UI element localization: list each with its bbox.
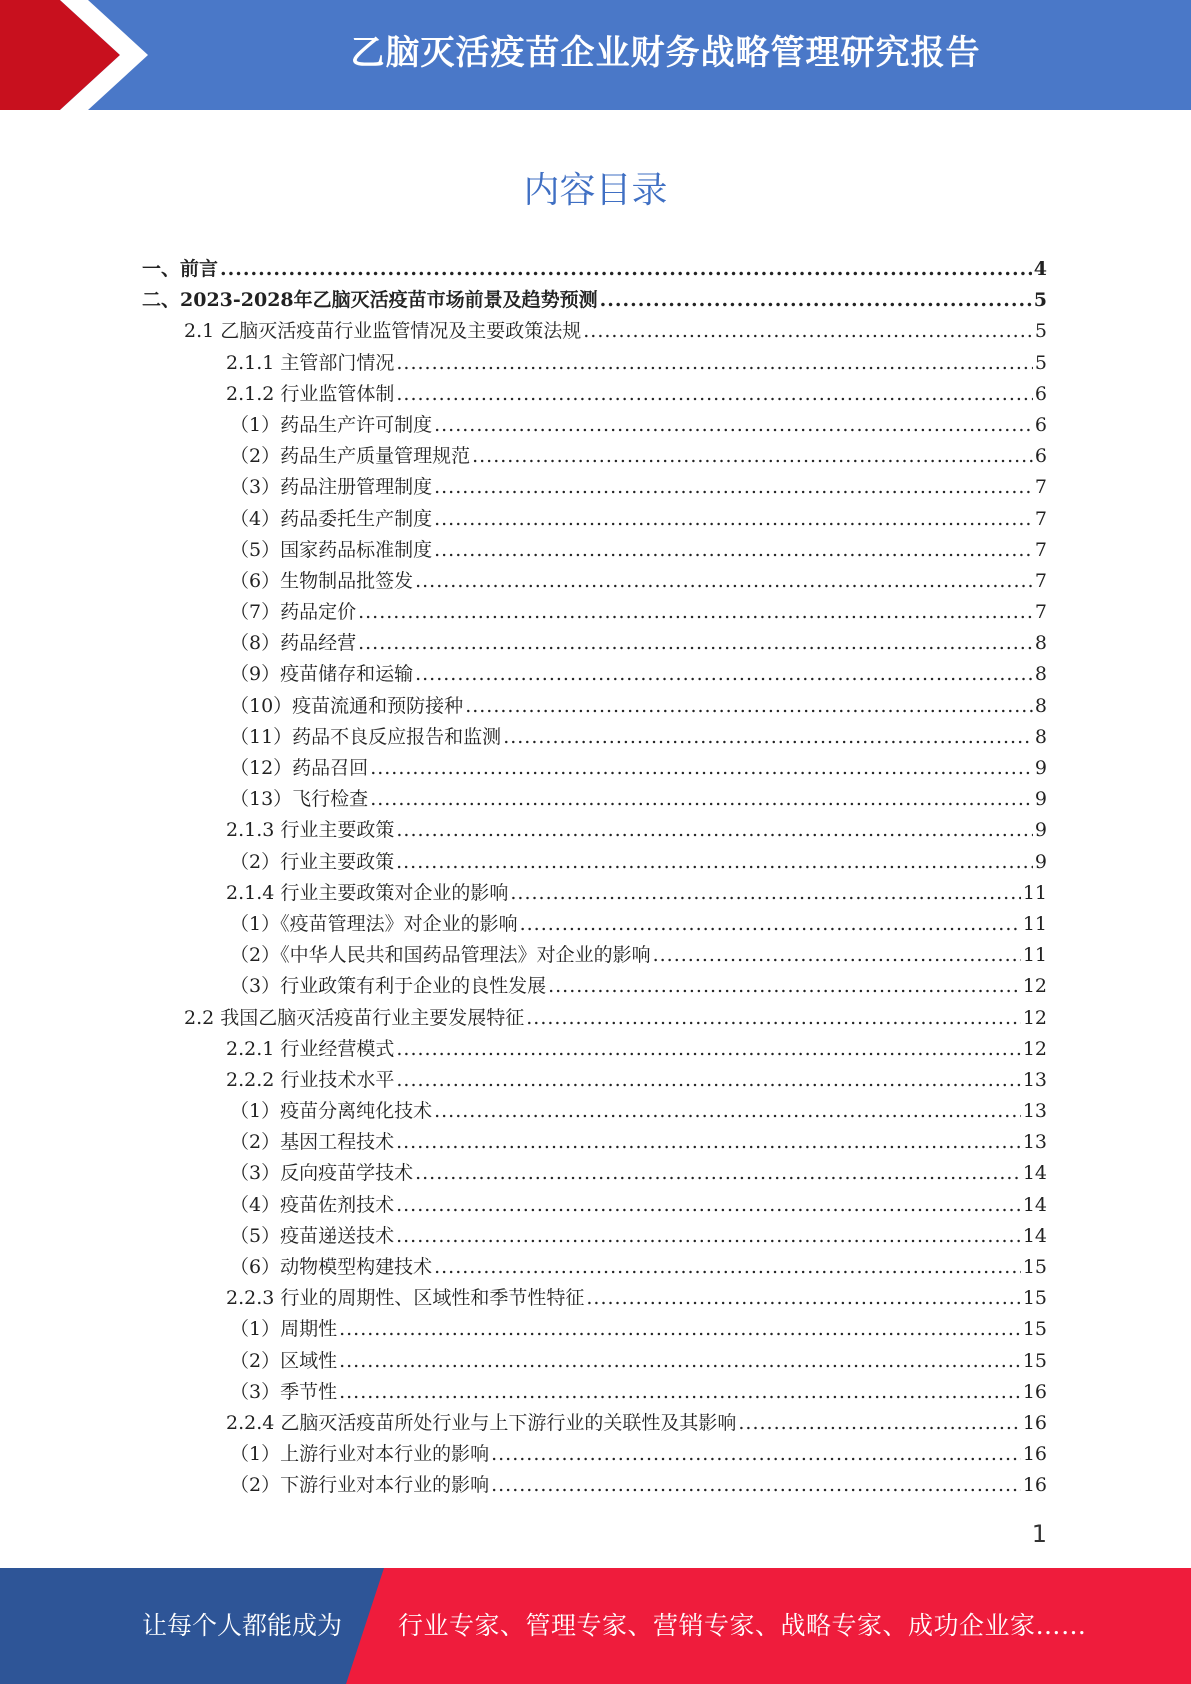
- toc-entry-page: 16: [1022, 1380, 1047, 1403]
- toc-entry[interactable]: [142, 628, 1047, 659]
- toc-entry-page: 15: [1022, 1318, 1047, 1341]
- toc-entry-label: （6）生物制品批签发: [230, 569, 414, 592]
- toc-entry-label: （12）药品召回: [230, 757, 369, 779]
- toc-dot-leader: [526, 1003, 1021, 1034]
- toc-entry[interactable]: [142, 971, 1047, 1002]
- toc-entry-page: 16: [1022, 1443, 1047, 1466]
- toc-dot-leader: [415, 1158, 1021, 1189]
- toc-entry-page: 9: [1034, 788, 1047, 811]
- toc-entry-label: （3）药品注册管理制度: [230, 476, 433, 499]
- toc-entry-page: 12: [1022, 1037, 1047, 1060]
- toc-entry[interactable]: [142, 1190, 1047, 1221]
- toc-entry-label: 2.1.2 行业监管体制: [226, 382, 395, 405]
- toc-dot-leader: [358, 628, 1033, 659]
- toc-entry-label: 2.2.1 行业经营模式: [226, 1037, 395, 1060]
- toc-entry[interactable]: [142, 472, 1047, 503]
- toc-entry[interactable]: [142, 659, 1047, 690]
- toc-entry-label: （2）基因工程技术: [230, 1131, 395, 1154]
- toc-entry-label: （11）药品不良反应报告和监测: [230, 725, 502, 748]
- toc-entry-label: （1）药品生产许可制度: [230, 413, 433, 436]
- toc-entry-label: 2.2.4 乙脑灭活疫苗所处行业与上下游行业的关联性及其影响: [226, 1411, 737, 1434]
- toc-entry-label: 二、2023-2028年乙脑灭活疫苗市场前景及趋势预测: [142, 289, 598, 312]
- toc-entry[interactable]: [142, 847, 1047, 878]
- toc-dot-leader: [434, 1252, 1021, 1283]
- toc-entry-label: （4）药品委托生产制度: [230, 507, 433, 530]
- footer-slogan-left: 让每个人都能成为: [142, 1611, 343, 1640]
- toc-entry-label: 2.1.1 主管部门情况: [226, 351, 395, 374]
- toc-dot-leader: [358, 597, 1033, 628]
- toc-dot-leader: [434, 535, 1033, 566]
- toc-dot-leader: [548, 971, 1021, 1002]
- toc-entry[interactable]: [142, 1127, 1047, 1158]
- toc-dot-leader: [396, 1065, 1020, 1096]
- toc-entry-label: （1）周期性: [230, 1318, 338, 1341]
- toc-entry-label: （2）区域性: [230, 1349, 338, 1372]
- toc-entry-page: 6: [1034, 413, 1047, 436]
- toc-entry[interactable]: [142, 1439, 1047, 1470]
- toc-entry-page: 13: [1022, 1068, 1047, 1091]
- footer-slogan-right: 行业专家、管理专家、营销专家、战略专家、成功企业家……: [398, 1611, 1087, 1640]
- toc-entry-page: 16: [1022, 1474, 1047, 1497]
- toc-entry-label: （2）下游行业对本行业的影响: [230, 1474, 490, 1497]
- toc-dot-leader: [510, 878, 1020, 909]
- toc-dot-leader: [465, 691, 1033, 722]
- toc-entry-page: 15: [1022, 1256, 1047, 1278]
- toc-entry-page: 4: [1033, 258, 1047, 280]
- toc-entry[interactable]: [142, 1408, 1047, 1439]
- toc-entry-page: 9: [1034, 819, 1047, 842]
- toc-entry-page: 6: [1034, 445, 1047, 468]
- toc-entry-label: （3）反向疫苗学技术: [230, 1162, 414, 1185]
- toc-dot-leader: [491, 1439, 1021, 1470]
- toc-entry-label: （1）上游行业对本行业的影响: [230, 1443, 490, 1466]
- toc-dot-leader: [415, 659, 1033, 690]
- toc-entry[interactable]: [142, 535, 1047, 566]
- toc-entry[interactable]: [142, 1252, 1047, 1283]
- toc-entry[interactable]: [142, 316, 1047, 347]
- toc-entry[interactable]: [142, 1470, 1047, 1501]
- toc-entry-label: （10）疫苗流通和预防接种: [230, 694, 464, 717]
- toc-entry[interactable]: [142, 1003, 1047, 1034]
- toc-entry-label: （2）药品生产质量管理规范: [230, 445, 471, 468]
- toc-entry-page: 7: [1034, 569, 1047, 592]
- toc-entry-page: 14: [1022, 1193, 1047, 1216]
- toc-entry-page: 15: [1022, 1287, 1047, 1310]
- toc-entry-page: 5: [1033, 289, 1047, 312]
- toc-entry-page: 11: [1022, 944, 1047, 967]
- toc-entry-page: 7: [1034, 476, 1047, 499]
- toc-entry-page: 6: [1034, 382, 1047, 405]
- toc-entry-label: （8）药品经营: [230, 632, 357, 655]
- toc-dot-leader: [396, 379, 1033, 410]
- toc-entry[interactable]: [142, 1283, 1047, 1314]
- toc-entry-page: 7: [1034, 507, 1047, 530]
- toc-entry-label: （1）《疫苗管理法》对企业的影响: [230, 912, 518, 935]
- toc-dot-leader: [434, 472, 1033, 503]
- toc-entry[interactable]: [142, 940, 1047, 971]
- toc-dot-leader: [600, 285, 1032, 316]
- toc-entry-label: 2.2.2 行业技术水平: [226, 1068, 395, 1091]
- toc-entry-page: 13: [1022, 1100, 1047, 1123]
- toc-entry[interactable]: [142, 1314, 1047, 1345]
- toc-dot-leader: [339, 1314, 1021, 1345]
- toc-heading: 内容目录: [523, 170, 668, 211]
- toc-dot-leader: [586, 1283, 1020, 1314]
- toc-entry-page: 11: [1022, 912, 1047, 935]
- toc-entry[interactable]: [142, 504, 1047, 535]
- toc-entry-page: 8: [1034, 694, 1047, 717]
- toc-dot-leader: [738, 1408, 1020, 1439]
- toc-entry[interactable]: [142, 597, 1047, 628]
- toc-dot-leader: [434, 410, 1033, 441]
- toc-dot-leader: [339, 1377, 1021, 1408]
- toc-entry-label: 2.2.3 行业的周期性、区域性和季节性特征: [226, 1287, 585, 1310]
- toc-dot-leader: [491, 1470, 1021, 1501]
- toc-entry[interactable]: [142, 1377, 1047, 1408]
- toc-dot-leader: [520, 909, 1021, 940]
- toc-entry[interactable]: [142, 722, 1047, 753]
- toc-entry-page: 12: [1022, 975, 1047, 998]
- toc-entry[interactable]: [142, 285, 1047, 316]
- toc-dot-leader: [653, 940, 1021, 971]
- toc-dot-leader: [220, 254, 1032, 285]
- toc-dot-leader: [396, 1034, 1020, 1065]
- toc-entry[interactable]: [142, 348, 1047, 379]
- toc-entry-label: （1）疫苗分离纯化技术: [230, 1100, 433, 1123]
- toc-entry[interactable]: [142, 254, 1047, 285]
- toc-entry-page: 16: [1022, 1411, 1047, 1434]
- toc-entry-label: （3）行业政策有利于企业的良性发展: [230, 975, 547, 998]
- toc-dot-leader: [434, 504, 1033, 535]
- toc-entry-label: （4）疫苗佐剂技术: [230, 1193, 395, 1216]
- toc-entry[interactable]: [142, 1158, 1047, 1189]
- toc-entry-label: （9）疫苗储存和运输: [230, 663, 414, 686]
- toc-entry-page: 8: [1034, 663, 1047, 686]
- toc-entry-label: （7）药品定价: [230, 601, 357, 624]
- toc-dot-leader: [396, 1127, 1021, 1158]
- toc-entry[interactable]: [142, 410, 1047, 441]
- toc-entry-page: 14: [1022, 1224, 1047, 1247]
- toc-entry-page: 12: [1022, 1006, 1047, 1029]
- toc-entry-label: 2.1.3 行业主要政策: [226, 819, 395, 842]
- toc-dot-leader: [415, 566, 1033, 597]
- toc-dot-leader: [434, 1096, 1021, 1127]
- toc-entry-label: 2.1.4 行业主要政策对企业的影响: [226, 881, 509, 904]
- toc-entry-label: （13）飞行检查: [230, 788, 369, 811]
- toc-entry-label: （6）动物模型构建技术: [230, 1256, 433, 1278]
- toc-dot-leader: [396, 1221, 1021, 1252]
- toc-entry-label: （2）行业主要政策: [230, 850, 395, 873]
- toc-entry[interactable]: [142, 784, 1047, 815]
- toc-entry-page: 5: [1034, 320, 1047, 343]
- toc-dot-leader: [583, 316, 1033, 347]
- toc-entry-label: 一、前言: [142, 258, 219, 280]
- toc-entry-page: 8: [1034, 725, 1047, 748]
- toc-dot-leader: [503, 722, 1033, 753]
- toc-entry[interactable]: [142, 691, 1047, 722]
- toc-entry-page: 9: [1034, 850, 1047, 873]
- page-footer: [0, 1568, 1191, 1684]
- toc-dot-leader: [370, 753, 1033, 784]
- toc-entry[interactable]: [142, 815, 1047, 846]
- toc-entry[interactable]: [142, 1065, 1047, 1096]
- toc-entry[interactable]: [142, 1096, 1047, 1127]
- toc-dot-leader: [339, 1346, 1021, 1377]
- toc-entry-page: 7: [1034, 601, 1047, 624]
- toc-dot-leader: [472, 441, 1033, 472]
- table-of-contents: [142, 254, 1047, 1502]
- toc-dot-leader: [396, 1190, 1021, 1221]
- toc-entry-page: 13: [1022, 1131, 1047, 1154]
- toc-entry-page: 11: [1022, 881, 1047, 904]
- toc-entry-label: （3）季节性: [230, 1380, 338, 1403]
- toc-entry[interactable]: [142, 909, 1047, 940]
- toc-dot-leader: [370, 784, 1033, 815]
- toc-entry-page: 9: [1034, 757, 1047, 779]
- toc-entry[interactable]: [142, 753, 1047, 784]
- toc-entry-page: 8: [1034, 632, 1047, 655]
- toc-entry-label: （2）《中华人民共和国药品管理法》对企业的影响: [230, 944, 651, 967]
- toc-entry[interactable]: [142, 379, 1047, 410]
- toc-entry-page: 14: [1022, 1162, 1047, 1185]
- toc-entry[interactable]: [142, 441, 1047, 472]
- page-header: [0, 0, 1191, 110]
- toc-dot-leader: [396, 815, 1033, 846]
- toc-dot-leader: [396, 847, 1033, 878]
- toc-entry-label: 2.2 我国乙脑灭活疫苗行业主要发展特征: [184, 1006, 525, 1029]
- toc-entry[interactable]: [142, 566, 1047, 597]
- toc-entry[interactable]: [142, 1221, 1047, 1252]
- toc-entry-label: （5）疫苗递送技术: [230, 1224, 395, 1247]
- toc-entry[interactable]: [142, 1346, 1047, 1377]
- toc-entry-label: （5）国家药品标准制度: [230, 538, 433, 561]
- toc-dot-leader: [396, 348, 1033, 379]
- toc-entry-label: 2.1 乙脑灭活疫苗行业监管情况及主要政策法规: [184, 320, 582, 343]
- toc-entry[interactable]: [142, 1034, 1047, 1065]
- page-number: 1: [1031, 1520, 1047, 1548]
- report-title: 乙脑灭活疫苗企业财务战略管理研究报告: [350, 33, 981, 73]
- toc-entry[interactable]: [142, 878, 1047, 909]
- toc-entry-page: 7: [1034, 538, 1047, 561]
- toc-entry-page: 15: [1022, 1349, 1047, 1372]
- toc-entry-page: 5: [1034, 351, 1047, 374]
